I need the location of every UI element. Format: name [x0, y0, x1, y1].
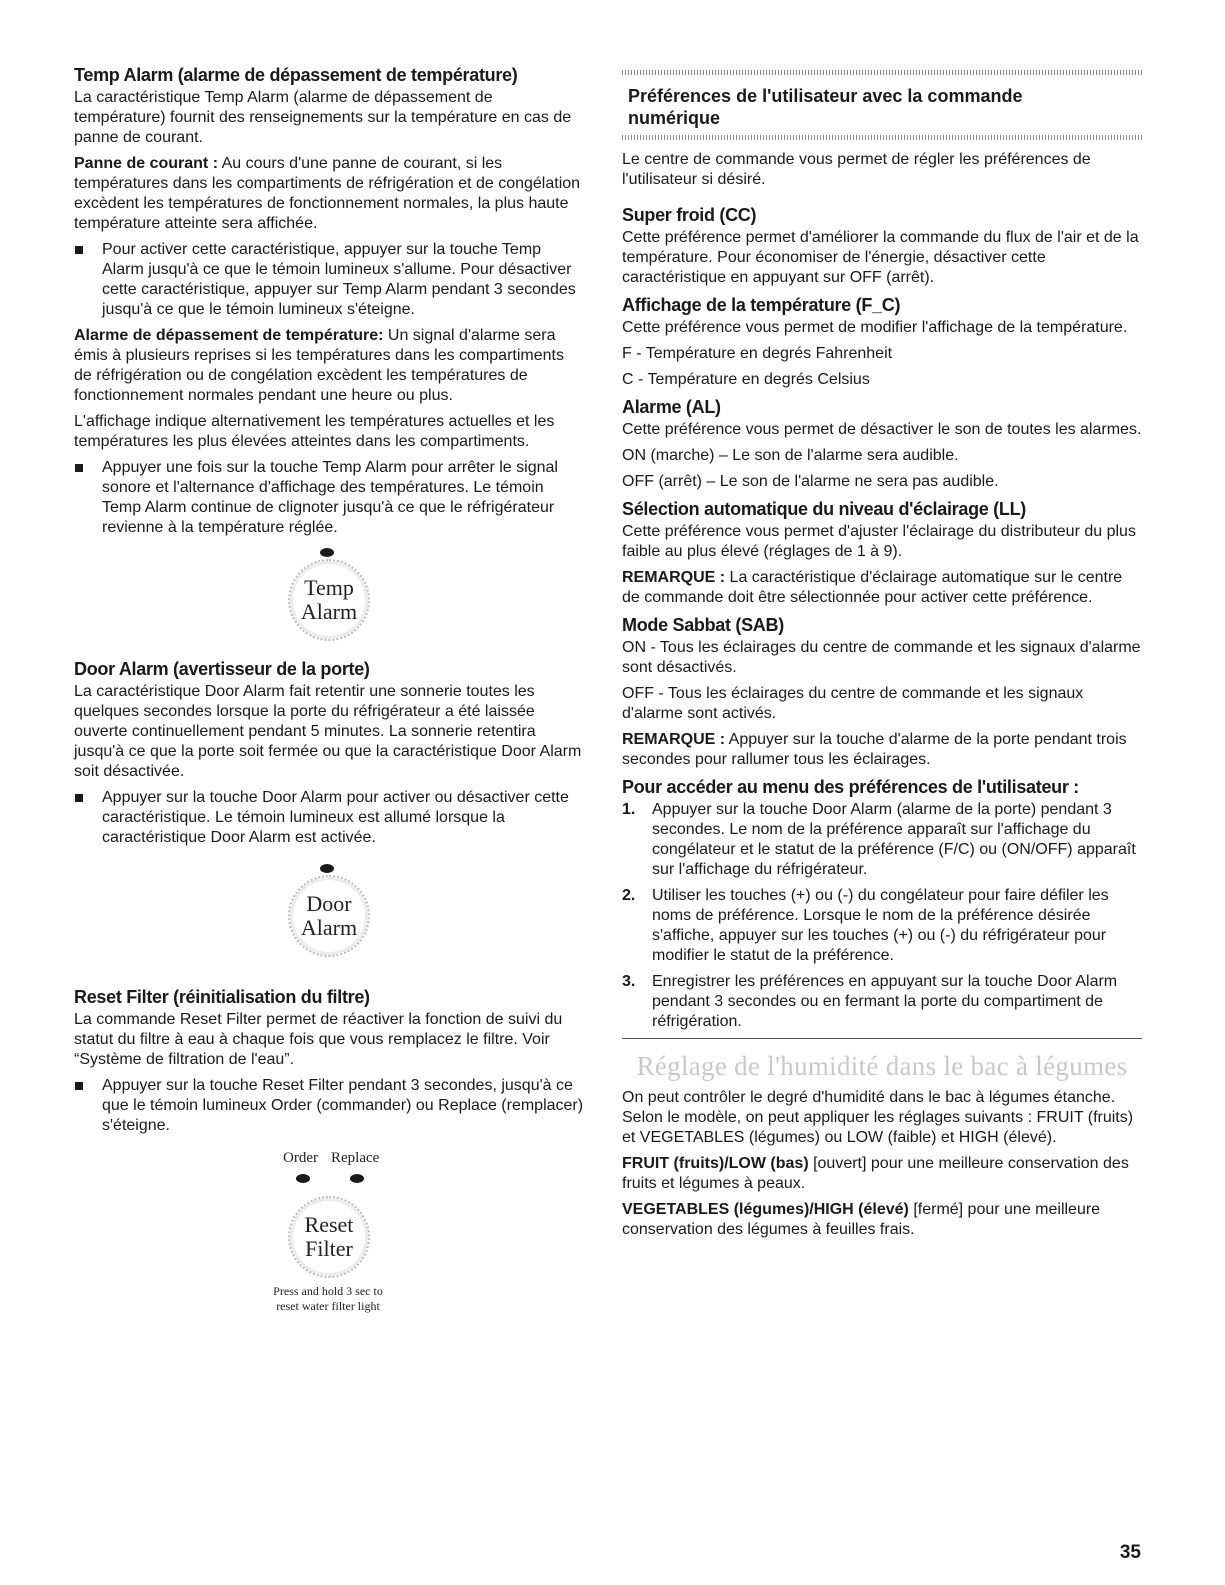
door-alarm-heading: Door Alarm (avertisseur de la porte)	[74, 659, 370, 679]
temp-alarm-signal-paragraph	[74, 326, 586, 406]
menu-steps	[622, 800, 1142, 1032]
humidity-fruit	[622, 1154, 1142, 1194]
section-hatch-bottom	[622, 135, 1142, 140]
menu-step	[622, 800, 1142, 880]
menu-step-number: 2.	[622, 887, 636, 904]
power-failure-lead: Panne de courant :	[74, 155, 219, 172]
left-column	[74, 64, 586, 1320]
door-alarm-button-figure	[74, 864, 586, 956]
door-alarm-indicator-light	[320, 864, 334, 873]
sabbat-on: ON - Tous les éclairages du centre de commande et les signaux d'alarme sont désactivés.	[622, 639, 1141, 676]
menu-step-number: 3.	[622, 973, 636, 990]
temp-alarm-button-figure	[74, 548, 586, 640]
reset-filter-figure	[74, 1150, 586, 1313]
selection-text: Cette préférence vous permet d'ajuster l'éclairage du distributeur du plus faible au plus élevé (réglages de 1 à 9).	[622, 523, 1136, 560]
section-divider	[622, 1038, 1142, 1039]
humidity-intro: On peut contrôler le degré d'humidité dans le bac à légumes étanche. Selon le modèle, on peut appliquer les réglages suivants : FRUIT (fruits) et VEGETABLES (légumes) ou LOW (faible) et HIGH (élevé).	[622, 1089, 1134, 1146]
reset-filter-button	[288, 1196, 370, 1278]
prefs-heading-line1: Préférences de l'utilisateur avec la commande	[628, 86, 1023, 106]
selection-note	[622, 568, 1142, 608]
temp-alarm-display-paragraph: L'affichage indique alternativement les températures actuelles et les températures les plus élevées atteintes dans les compartiments.	[74, 413, 555, 450]
prefs-intro: Le centre de commande vous permet de régler les préférences de l'utilisateur si désiré.	[622, 151, 1091, 188]
menu-step-text: Appuyer sur la touche Door Alarm (alarme de la porte) pendant 3 secondes. Le nom de la préférence apparaît sur l'affichage du congélateur et le statut de la préférence (F/C) ou (ON/OFF) apparaît sur l'affichage du réfrigérateur.	[652, 801, 1136, 878]
temp-alarm-bullet-stop: Appuyer une fois sur la touche Temp Alarm pour arrêter le signal sonore et l'alternance d'affichage des températures. Le témoin Temp Alarm continue de clignoter jusqu'à ce que le réfrigérateur revienne à la température réglée.	[74, 458, 586, 538]
sabbat-heading: Mode Sabbat (SAB)	[622, 615, 784, 635]
sabbat-note-text: Appuyer sur la touche d'alarme de la porte pendant trois secondes pour rallumer tous les éclairages.	[622, 731, 1127, 768]
order-indicator-light	[296, 1174, 310, 1183]
replace-indicator-light	[350, 1174, 364, 1183]
temp-alarm-heading: Temp Alarm (alarme de dépassement de température)	[74, 65, 518, 85]
reset-filter-caption-line2: reset water filter light	[276, 1299, 380, 1313]
power-failure-text: Au cours d'une panne de courant, si les températures dans les compartiments de réfrigération et de congélation excèdent les températures de fonctionnement normales, la plus haute température atteinte sera affichée.	[74, 155, 581, 232]
replace-led-label: Replace	[331, 1150, 380, 1166]
reset-filter-intro: La commande Reset Filter permet de réactiver la fonction de suivi du statut du filtre à eau à chaque fois que vous remplacez le filtre. Voir “Système de filtration de l'eau”.	[74, 1011, 563, 1068]
door-alarm-intro: La caractéristique Door Alarm fait retentir une sonnerie toutes les quelques secondes lorsque la porte du réfrigérateur a été laissée ouverte continuellement pendant 5 minutes. La sonnerie retentira jusqu'à ce que la porte soit fermée ou que la caractéristique Door Alarm soit désactivée.	[74, 683, 582, 780]
sabbat-note-lead: REMARQUE :	[622, 731, 726, 748]
temp-alarm-button-line1: Temp	[304, 575, 354, 600]
alarme-text: Cette préférence vous permet de désactiver le son de toutes les alarmes.	[622, 421, 1142, 438]
menu-step-text: Enregistrer les préférences en appuyant sur la touche Door Alarm pendant 3 secondes ou en fermant la porte du compartiment de réfrigération.	[652, 973, 1118, 1030]
sabbat-note	[622, 730, 1142, 770]
door-alarm-button	[288, 875, 370, 957]
humidity-fruit-text: [ouvert] pour une meilleure conservation des fruits et légumes à peaux.	[622, 1155, 1129, 1192]
temp-alarm-bullet-activate: Pour activer cette caractéristique, appuyer sur la touche Temp Alarm jusqu'à ce que le témoin lumineux s'allume. Pour désactiver cette caractéristique, appuyer sur Temp Alarm pendant 3 secondes jusqu'à ce que le témoin lumineux s'éteigne.	[74, 240, 586, 320]
section-hatch-top	[622, 70, 1142, 75]
reset-filter-button-line2: Filter	[305, 1236, 353, 1261]
selection-note-lead: REMARQUE :	[622, 569, 726, 586]
temp-alarm-button-line2: Alarm	[300, 599, 358, 624]
super-froid-text: Cette préférence permet d'améliorer la commande du flux de l'air et de la température. Pour économiser de l'énergie, désactiver cette caractéristique en appuyant sur OFF (arrêt).	[622, 229, 1139, 286]
reset-filter-button-line1: Reset	[304, 1212, 354, 1237]
temp-alarm-intro: La caractéristique Temp Alarm (alarme de dépassement de température) fournit des renseignements sur la température en cas de panne de courant.	[74, 89, 572, 146]
reset-filter-caption-line1: Press and hold 3 sec to	[273, 1284, 383, 1298]
menu-step	[622, 886, 1142, 966]
alarme-on: ON (marche) – Le son de l'alarme sera audible.	[622, 447, 959, 464]
humidity-fruit-lead: FRUIT (fruits)/LOW (bas)	[622, 1155, 809, 1172]
menu-step	[622, 972, 1142, 1032]
temp-alarm-bullets-2	[74, 458, 586, 538]
door-alarm-button-line2: Alarm	[300, 915, 358, 940]
affichage-fahrenheit: F - Température en degrés Fahrenheit	[622, 345, 893, 362]
temp-alarm-indicator-light	[320, 548, 334, 557]
humidity-vegetables	[622, 1200, 1142, 1240]
humidity-heading: Réglage de l'humidité dans le bac à légumes	[636, 1051, 1128, 1081]
affichage-celsius: C - Température en degrés Celsius	[622, 371, 870, 388]
order-led-label: Order	[283, 1150, 318, 1166]
door-alarm-bullets	[74, 788, 586, 848]
reset-filter-bullet: Appuyer sur la touche Reset Filter pendant 3 secondes, jusqu'à ce que le témoin lumineux Order (commander) ou Replace (remplacer) s'éteigne.	[74, 1076, 586, 1136]
alarme-off: OFF (arrêt) – Le son de l'alarme ne sera pas audible.	[622, 473, 999, 490]
temp-alarm-signal-lead: Alarme de dépassement de température:	[74, 327, 384, 344]
reset-filter-heading: Reset Filter (réinitialisation du filtre)	[74, 987, 370, 1007]
reset-filter-caption	[228, 1284, 428, 1314]
menu-heading: Pour accéder au menu des préférences de l'utilisateur :	[622, 777, 1079, 797]
prefs-heading	[622, 85, 1142, 129]
affichage-text: Cette préférence vous permet de modifier l'affichage de la température.	[622, 319, 1128, 336]
sabbat-off: OFF - Tous les éclairages du centre de commande et les signaux d'alarme sont activés.	[622, 685, 1084, 722]
temp-alarm-bullets	[74, 240, 586, 320]
temp-alarm-signal-text: Un signal d'alarme sera émis à plusieurs reprises si les températures dans les compartiments de réfrigération ou de congélation excèdent les températures de fonctionnement normales pendant une heure ou plus.	[74, 327, 564, 404]
selection-heading: Sélection automatique du niveau d'éclairage (LL)	[622, 499, 1026, 519]
super-froid-heading: Super froid (CC)	[622, 205, 757, 225]
affichage-heading: Affichage de la température (F_C)	[622, 295, 901, 315]
humidity-vegetables-text: [fermé] pour une meilleure conservation des légumes à feuilles frais.	[622, 1201, 1101, 1238]
humidity-vegetables-lead: VEGETABLES (légumes)/HIGH (élevé)	[622, 1201, 909, 1218]
door-alarm-bullet: Appuyer sur la touche Door Alarm pour activer ou désactiver cette caractéristique. Le témoin lumineux est allumé lorsque la caractéristique Door Alarm est activée.	[74, 788, 586, 848]
menu-step-number: 1.	[622, 801, 636, 818]
alarme-heading: Alarme (AL)	[622, 397, 721, 417]
prefs-heading-line2: numérique	[628, 108, 721, 128]
reset-filter-bullets	[74, 1076, 586, 1136]
selection-note-text: La caractéristique d'éclairage automatique sur le centre de commande doit être sélectionnée pour activer cette préférence.	[622, 569, 1123, 606]
temp-alarm-button	[288, 559, 370, 641]
page-number: 35	[1119, 1542, 1141, 1563]
menu-step-text: Utiliser les touches (+) ou (-) du congélateur pour faire défiler les noms de préférence. Lorsque le nom de la préférence désirée s'affiche, appuyer sur les touches (+) ou (-) du réfrigérateur pour modifier le statut de la préférence.	[652, 887, 1109, 964]
door-alarm-button-line1: Door	[306, 891, 352, 916]
power-failure-paragraph	[74, 154, 586, 234]
right-column	[622, 70, 1142, 1246]
